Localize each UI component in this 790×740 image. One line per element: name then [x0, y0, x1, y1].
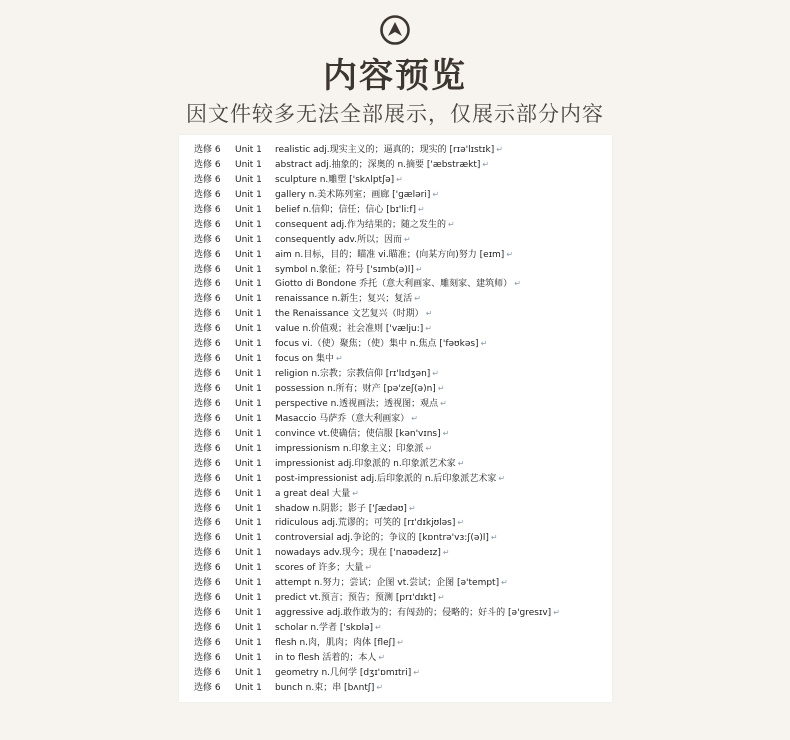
- paragraph-mark-icon: ↵: [414, 294, 421, 304]
- list-item: [194, 472, 608, 487]
- list-item: [194, 651, 608, 666]
- list-item: [194, 307, 608, 322]
- unit-label: Unit 1: [235, 548, 262, 559]
- paragraph-mark-icon: ↵: [415, 264, 423, 274]
- unit-label: Unit 1: [235, 369, 262, 380]
- entry-text: the Renaissance 文艺复兴（时期）: [275, 309, 424, 320]
- list-item: [194, 337, 608, 352]
- vocabulary-entry: [275, 531, 498, 546]
- paragraph-mark-icon: ↵: [413, 667, 420, 677]
- unit-label: Unit 1: [235, 652, 262, 663]
- paragraph-mark-icon: ↵: [425, 324, 432, 334]
- paragraph-mark-icon: ↵: [335, 354, 343, 364]
- list-item: [194, 502, 608, 517]
- volume-label: 选修 6: [194, 339, 221, 350]
- list-item: [194, 233, 608, 248]
- paragraph-mark-icon: ↵: [397, 637, 404, 647]
- entry-text: impressionist adj.印象派的 n.印象派艺术家: [275, 458, 456, 469]
- volume-label: 选修 6: [194, 428, 221, 439]
- volume-label: 选修 6: [194, 563, 221, 574]
- vocabulary-entry: [275, 277, 521, 292]
- vocabulary-entry: [275, 666, 420, 681]
- volume-label: 选修 6: [194, 548, 221, 559]
- paragraph-mark-icon: ↵: [496, 145, 503, 154]
- unit-label: Unit 1: [235, 324, 262, 335]
- paragraph-mark-icon: ↵: [376, 682, 384, 692]
- unit-label: Unit 1: [235, 623, 262, 633]
- entry-text: sculpture n.雕塑 ['skʌlptʃə]: [275, 174, 395, 185]
- volume-label: 选修 6: [194, 413, 221, 424]
- unit-label: Unit 1: [235, 413, 262, 424]
- unit-label: Unit 1: [235, 294, 262, 305]
- vocabulary-entry: [275, 352, 343, 367]
- volume-label: 选修 6: [194, 354, 221, 365]
- volume-label: 选修 6: [194, 503, 221, 514]
- vocabulary-entry: [275, 218, 455, 233]
- volume-label: 选修 6: [194, 608, 221, 619]
- page-title: 内容预览: [323, 56, 467, 96]
- entry-text: scores of 许多；大量: [275, 563, 364, 574]
- vocabulary-entry: [275, 472, 505, 487]
- volume-label: 选修 6: [194, 249, 221, 260]
- vocabulary-entry: [275, 337, 487, 352]
- volume-label: 选修 6: [194, 458, 221, 469]
- list-item: [194, 203, 608, 218]
- unit-label: Unit 1: [235, 473, 262, 484]
- list-item: [194, 681, 608, 696]
- list-item: [194, 457, 608, 472]
- vocabulary-entry: [275, 516, 464, 531]
- entry-text: gallery n.美术陈列室；画廊 ['ɡæləri]: [275, 189, 431, 200]
- list-item: [194, 427, 608, 442]
- unit-label: Unit 1: [235, 264, 262, 275]
- unit-label: Unit 1: [235, 309, 262, 320]
- list-item: [194, 561, 608, 576]
- list-item: [194, 173, 608, 188]
- vocabulary-entry: [275, 248, 513, 263]
- unit-label: Unit 1: [235, 458, 262, 469]
- vocabulary-entry: [275, 621, 382, 636]
- unit-label: Unit 1: [235, 637, 262, 648]
- entry-text: controversial adj.争论的；争议的 [kɒntrə'vɜ:ʃ(ə)l]: [275, 533, 489, 544]
- entry-text: abstract adj.抽象的；深奥的 n.摘要 ['æbstrækt]: [275, 159, 481, 170]
- entry-text: scholar n.学者 ['skɒlə]: [275, 623, 373, 633]
- volume-label: 选修 6: [194, 309, 221, 320]
- unit-label: Unit 1: [235, 249, 262, 260]
- entry-text: nowadays adv.现今；现在 ['naʊədeɪz]: [275, 548, 441, 559]
- entry-text: Giotto di Bondone 乔托（意大利画家、雕刻家、建筑师）: [275, 279, 513, 290]
- vocabulary-entry: [275, 158, 489, 173]
- volume-label: 选修 6: [194, 384, 221, 394]
- unit-label: Unit 1: [235, 443, 262, 454]
- vocabulary-entry: [275, 143, 503, 158]
- list-item: [194, 367, 608, 382]
- volume-label: 选修 6: [194, 533, 221, 544]
- list-item: [194, 487, 608, 502]
- unit-label: Unit 1: [235, 219, 262, 230]
- volume-label: 选修 6: [194, 488, 221, 499]
- vocabulary-entry: [275, 427, 449, 442]
- unit-label: Unit 1: [235, 608, 262, 619]
- page-subtitle: 因文件较多无法全部展示，仅展示部分内容: [186, 102, 604, 126]
- unit-label: Unit 1: [235, 533, 262, 544]
- vocabulary-entry: [275, 322, 432, 337]
- paragraph-mark-icon: ↵: [432, 369, 439, 379]
- vocabulary-entry: [275, 173, 403, 188]
- list-item: [194, 636, 608, 651]
- paragraph-mark-icon: ↵: [498, 473, 506, 483]
- list-item: [194, 442, 608, 457]
- paragraph-mark-icon: ↵: [403, 234, 411, 244]
- volume-label: 选修 6: [194, 443, 221, 454]
- volume-label: 选修 6: [194, 234, 221, 245]
- volume-label: 选修 6: [194, 473, 221, 484]
- list-item: [194, 277, 608, 292]
- entry-text: symbol n.象征；符号 ['sɪmb(ə)l]: [275, 264, 414, 275]
- volume-label: 选修 6: [194, 145, 221, 155]
- vocabulary-entry: [275, 502, 416, 517]
- entry-text: impressionism n.印象主义；印象派: [275, 443, 424, 454]
- paragraph-mark-icon: ↵: [375, 623, 382, 632]
- entry-text: possession n.所有；财产 [pə'zeʃ(ə)n]: [275, 384, 436, 394]
- paragraph-mark-icon: ↵: [448, 219, 455, 229]
- paragraph-mark-icon: ↵: [490, 533, 498, 543]
- vocabulary-entry: [275, 591, 445, 606]
- unit-label: Unit 1: [235, 488, 262, 499]
- vocabulary-entry: [275, 442, 432, 457]
- paragraph-mark-icon: ↵: [425, 443, 433, 453]
- paragraph-mark-icon: ↵: [482, 159, 490, 169]
- entry-text: focus vi.（使）聚焦；（使）集中 n.焦点 ['fəʊkəs]: [275, 339, 479, 350]
- paragraph-mark-icon: ↵: [501, 578, 508, 588]
- paragraph-mark-icon: ↵: [480, 339, 488, 349]
- list-item: [194, 606, 608, 621]
- unit-label: Unit 1: [235, 563, 262, 574]
- vocabulary-entry: [275, 606, 560, 621]
- paragraph-mark-icon: ↵: [514, 279, 521, 289]
- paragraph-mark-icon: ↵: [378, 652, 386, 662]
- paragraph-mark-icon: ↵: [396, 174, 403, 184]
- list-item: [194, 292, 608, 307]
- entry-text: realistic adj.现实主义的；逼真的；现实的 [rɪə'lɪstɪk]: [275, 145, 495, 155]
- unit-label: Unit 1: [235, 593, 262, 604]
- paragraph-mark-icon: ↵: [553, 608, 560, 618]
- volume-label: 选修 6: [194, 204, 221, 215]
- vocabulary-entry: [275, 636, 404, 651]
- volume-label: 选修 6: [194, 369, 221, 380]
- entry-text: religion n.宗教；宗教信仰 [rɪ'lɪdʒən]: [275, 369, 431, 380]
- vocabulary-entry: [275, 188, 439, 203]
- list-item: [194, 412, 608, 427]
- up-arrow-circle-icon: [379, 14, 411, 46]
- volume-label: 选修 6: [194, 189, 221, 200]
- entry-text: in to flesh 活着的；本人: [275, 652, 377, 663]
- paragraph-mark-icon: ↵: [352, 488, 359, 498]
- entry-text: focus on 集中: [275, 354, 334, 365]
- unit-label: Unit 1: [235, 578, 262, 589]
- entry-text: Masaccio 马萨乔（意大利画家）: [275, 413, 410, 424]
- entry-text: attempt n.努力；尝试；企图 vt.尝试；企图 [ə'tempt]: [275, 578, 500, 589]
- list-item: [194, 382, 608, 397]
- list-item: [194, 158, 608, 173]
- volume-label: 选修 6: [194, 667, 221, 678]
- vocabulary-entry: [275, 203, 425, 218]
- unit-label: Unit 1: [235, 204, 262, 215]
- volume-label: 选修 6: [194, 324, 221, 335]
- list-item: [194, 531, 608, 546]
- paragraph-mark-icon: ↵: [437, 384, 445, 393]
- list-item: [194, 188, 608, 203]
- entry-text: geometry n.几何学 [dʒɪ'ɒmɪtri]: [275, 667, 412, 678]
- list-item: [194, 576, 608, 591]
- vocabulary-entry: [275, 397, 447, 412]
- entry-text: consequent adj.作为结果的；随之发生的: [275, 219, 447, 230]
- list-item: [194, 322, 608, 337]
- list-item: [194, 591, 608, 606]
- vocabulary-entry: [275, 487, 359, 502]
- paragraph-mark-icon: ↵: [365, 563, 372, 573]
- unit-label: Unit 1: [235, 354, 262, 365]
- paragraph-mark-icon: ↵: [411, 413, 418, 423]
- unit-label: Unit 1: [235, 503, 262, 514]
- unit-label: Unit 1: [235, 145, 262, 155]
- entry-text: perspective n.透视画法；透视图；观点: [275, 398, 439, 409]
- volume-label: 选修 6: [194, 623, 221, 633]
- unit-label: Unit 1: [235, 174, 262, 185]
- list-item: [194, 248, 608, 263]
- unit-label: Unit 1: [235, 682, 262, 693]
- unit-label: Unit 1: [235, 159, 262, 170]
- volume-label: 选修 6: [194, 294, 221, 305]
- vocabulary-entry: [275, 457, 464, 472]
- paragraph-mark-icon: ↵: [440, 398, 447, 408]
- entry-text: bunch n.束；串 [bʌntʃ]: [275, 682, 375, 693]
- entry-text: post-impressionist adj.后印象派的 n.后印象派艺术家: [275, 473, 497, 484]
- paragraph-mark-icon: ↵: [457, 458, 465, 468]
- volume-label: 选修 6: [194, 398, 221, 409]
- vocabulary-entry: [275, 263, 423, 278]
- entry-text: shadow n.阴影；影子 ['ʃædəʊ]: [275, 503, 407, 514]
- entry-text: ridiculous adj.荒谬的；可笑的 [rɪ'dɪkjʊləs]: [275, 518, 456, 529]
- vocabulary-entry: [275, 681, 383, 696]
- list-item: [194, 263, 608, 278]
- unit-label: Unit 1: [235, 398, 262, 409]
- paragraph-mark-icon: ↵: [506, 249, 514, 259]
- volume-label: 选修 6: [194, 593, 221, 604]
- paragraph-mark-icon: ↵: [432, 189, 440, 199]
- entry-text: consequently adv.所以；因而: [275, 234, 402, 245]
- unit-label: Unit 1: [235, 279, 262, 290]
- vocabulary-list: [194, 143, 608, 696]
- volume-label: 选修 6: [194, 219, 221, 230]
- vocabulary-entry: [275, 651, 385, 666]
- entry-text: renaissance n.新生；复兴；复活: [275, 294, 413, 305]
- unit-label: Unit 1: [235, 339, 262, 350]
- volume-label: 选修 6: [194, 159, 221, 170]
- paragraph-mark-icon: ↵: [457, 518, 465, 528]
- volume-label: 选修 6: [194, 174, 221, 185]
- list-item: [194, 546, 608, 561]
- document-preview: [179, 135, 612, 702]
- entry-text: aggressive adj.敢作敢为的；有闯劲的；侵略的；好斗的 [ə'ɡresɪv]: [275, 608, 552, 619]
- unit-label: Unit 1: [235, 428, 262, 439]
- volume-label: 选修 6: [194, 637, 221, 648]
- vocabulary-entry: [275, 292, 421, 307]
- list-item: [194, 352, 608, 367]
- vocabulary-entry: [275, 561, 372, 576]
- list-item: [194, 621, 608, 636]
- list-item: [194, 397, 608, 412]
- list-item: [194, 516, 608, 531]
- unit-label: Unit 1: [235, 234, 262, 245]
- unit-label: Unit 1: [235, 518, 262, 529]
- entry-text: belief n.信仰；信任；信心 [bɪ'li:f]: [275, 204, 416, 215]
- volume-label: 选修 6: [194, 279, 221, 290]
- entry-text: flesh n.肉，肌肉；肉体 [fleʃ]: [275, 637, 396, 648]
- entry-text: convince vt.使确信；使信服 [kən'vɪns]: [275, 428, 441, 439]
- list-item: [194, 218, 608, 233]
- entry-text: predict vt.预言；预告；预测 [prɪ'dɪkt]: [275, 593, 436, 604]
- paragraph-mark-icon: ↵: [442, 548, 450, 558]
- vocabulary-entry: [275, 412, 418, 427]
- vocabulary-entry: [275, 233, 411, 248]
- paragraph-mark-icon: ↵: [442, 428, 450, 438]
- paragraph-mark-icon: ↵: [418, 204, 425, 214]
- vocabulary-entry: [275, 382, 445, 397]
- volume-label: 选修 6: [194, 518, 221, 529]
- entry-text: a great deal 大量: [275, 488, 351, 499]
- volume-label: 选修 6: [194, 578, 221, 589]
- vocabulary-entry: [275, 576, 508, 591]
- list-item: [194, 143, 608, 158]
- volume-label: 选修 6: [194, 682, 221, 693]
- paragraph-mark-icon: ↵: [425, 309, 433, 319]
- paragraph-mark-icon: ↵: [408, 503, 416, 513]
- paragraph-mark-icon: ↵: [437, 593, 445, 603]
- unit-label: Unit 1: [235, 189, 262, 200]
- volume-label: 选修 6: [194, 652, 221, 663]
- entry-text: aim n.目标，目的；瞄准 vi.瞄准；(向某方向)努力 [eɪm]: [275, 249, 505, 260]
- vocabulary-entry: [275, 546, 450, 561]
- list-item: [194, 666, 608, 681]
- volume-label: 选修 6: [194, 264, 221, 275]
- vocabulary-entry: [275, 307, 432, 322]
- entry-text: value n.价值观；社会准则 ['vælju:]: [275, 324, 424, 335]
- vocabulary-entry: [275, 367, 439, 382]
- unit-label: Unit 1: [235, 667, 262, 678]
- unit-label: Unit 1: [235, 384, 262, 394]
